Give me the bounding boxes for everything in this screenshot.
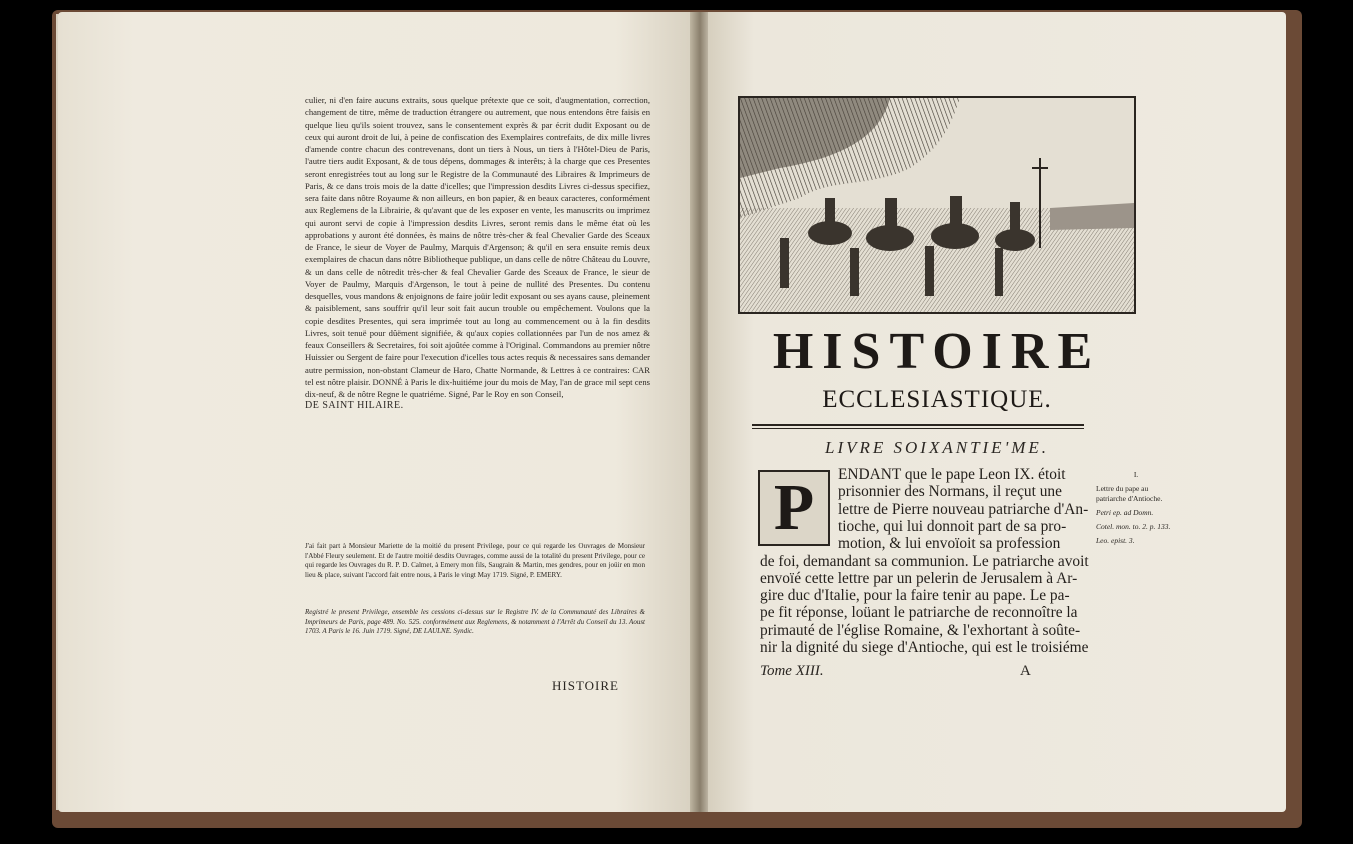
text-line: de foi, demandant sa communion. Le patriarche avoit (760, 553, 1089, 570)
text-line: motion, & lui envoïoit sa profession (838, 535, 1061, 552)
margin-notes (1096, 470, 1176, 550)
privilege-signatory: DE SAINT HILAIRE. (305, 400, 404, 412)
title-rule (752, 424, 1084, 426)
cession-note: J'ai fait part à Monsieur Mariette de la moitié du present Privilege, pour ce qui regarde les Ouvrages de Monsieur l'Abbé Fleury seulement. Et de l'autre moitié desdits Ouvrages, comme aussi de la totalité du present Privilege, pour ce qui regarde les Ouvrages du R. P. D. Calmet, à Emery mon fils, Saugrain & Martin, mes gendres, pour en joüir en mon lieu & place, suivant l'accord fait entre nous, à Paris le vingt May 1719. Signé, P. EMERY. (305, 542, 645, 579)
text-line-last: nir la dignité du siege d'Antioche, qui est le troisiéme (760, 639, 1089, 656)
privilege-text (305, 94, 650, 413)
volume-label: Tome XIII. (760, 663, 824, 679)
text-line: tioche, qui lui donnoit part de sa pro- (838, 518, 1067, 535)
text-line: lettre de Pierre nouveau patriarche d'An- (838, 501, 1089, 518)
margin-note-number: I. (1133, 470, 1139, 479)
catchword: HISTOIRE (552, 678, 619, 693)
page-title: HISTOIRE (772, 323, 1102, 380)
text-line: prisonnier des Normans, il reçut une (838, 483, 1062, 500)
drop-cap: P (758, 470, 830, 546)
text-line: pe fit réponse, loüant le patriarche de reconnoître la (760, 604, 1078, 621)
text-line: gire duc d'Italie, pour la faire tenir au pape. Le pa- (760, 587, 1070, 604)
margin-note-ref: Petri ep. ad Domn. (1096, 508, 1154, 517)
margin-note-ref: Leo. epist. 3. (1096, 536, 1135, 545)
book-heading: LIVRE SOIXANTIE'ME. (825, 438, 1049, 457)
engraving-illustration (738, 96, 1136, 314)
text-line: envoïé cette lettre par un pelerin de Jerusalem à Ar- (760, 570, 1078, 587)
margin-note-summary: Lettre du pape au patriarche d'Antioche. (1096, 484, 1163, 503)
engraving-scene (740, 98, 1134, 312)
margin-note-ref: Cotel. mon. to. 2. p. 133. (1096, 522, 1171, 531)
signature-mark: A (1020, 663, 1031, 679)
title-rule-thin (752, 428, 1084, 429)
privilege-paragraph: culier, ni d'en faire aucuns extraits, sous quelque prétexte que ce soit, d'augmentation, correction, changement de titre, même de traduction étrangere ou autrement, que nous entendons être faisis en quelque lieu qu'ils soient trouvez, sans le consentement exprès & par écrit dudit Exposant ou de ceux qui auront droit de lui, à peine de confiscation des Exemplaires contrefaits, de dix mille livres d'amende contre chacun des contrevenans, dont un tiers à Nous, un tiers à l'Hôtel-Dieu de Paris, l'autre tiers audit Exposant, & de tous dépens, dommages & interêts; à la charge que ces Presentes seront enregistrées tout au long sur le Registre de la Communauté des Libraires & Imprimeurs de Paris, & ce dans trois mois de la datte d'icelles; que l'impression desdits Livres ci-dessus specifiez, sera faite dans nôtre Royaume & non ailleurs, en bon papier, & en beaux caracteres, conformément aux Reglemens de la Librairie, & qu'avant que de les exposer en vente, les manuscrits ou imprimez qui auront servi de copie à l'impression desdits Livres, seront remis dans le même état où les approbations y auront été données, ès mains de nôtre très-cher & feal Chevalier Garde des Sceaux de France, le sieur de Voyer de Paulmy, Marquis d'Argenson; & qu'il en sera ensuite remis deux exemplaires de chacun dans nôtre Bibliotheque publique, un dans celle de nôtre Château du Louvre, & un dans celle de nôtredit très-cher & feal Chevalier Garde des Sceaux de France, le sieur de Voyer de Paulmy, Marquis d'Argenson, le tout à peine de nullité des Presentes. Du contenu desquelles, vous mandons & enjoignons de faire joüir ledit exposant ou ses ayans cause, pleinement & paisiblement, sans souffrir qu'il leur soit fait aucun trouble ou empêchement. Voulons que la copie desdites Presentes, qui sera imprimée tout au long au commencement ou à la fin desdits Livres, soit tenuë pour dûëment signifiée, & qu'aux copies collationnées par l'un de nos amez & feaux Conseillers & Secretaires, foi soit ajoûtée comme à l'Original. Commandons au premier nôtre Huissier ou Sergent de faire pour l'execution d'icelles tous actes requis & necessaires sans demander autre permission, non-obstant Clameur de Haro, Chatte Normande, & Lettres à ce contraires: CAR tel est nôtre plaisir. DONNÉ à Paris le dix-huitiéme jour du mois de May, l'an de grace mil sept cens dix-neuf, & de nôtre Regne le quatriéme. Signé, Par le Roy en son Conseil, (305, 95, 650, 399)
registry-note: Registré le present Privilege, ensemble les cessions ci-dessus sur le Registre IV. de la Communauté des Libraires & Imprimeurs de Paris, page 489. No. 525. conformément aux Reglemens, & notamment à l'Arrêt du Conseil du 13. Aoust 1703. A Paris le 16. Juin 1719. Signé, DE LAULNE. Syndic. (305, 608, 645, 636)
text-line: primauté de l'église Romaine, & l'exhortant à soûte- (760, 622, 1081, 639)
page-subtitle: ECCLESIASTIQUE. (822, 386, 1052, 413)
book-gutter (690, 12, 710, 812)
text-line: ENDANT que le pape Leon IX. étoit (838, 466, 1066, 483)
